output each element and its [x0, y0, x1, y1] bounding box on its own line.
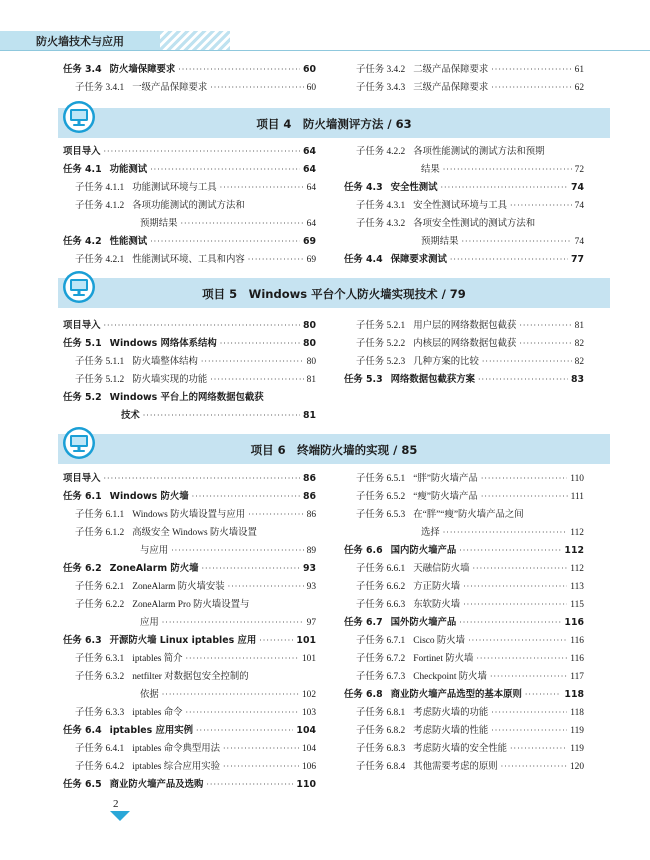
- toc-leader-dots: [491, 707, 567, 719]
- toc-entry[interactable]: [63, 635, 316, 647]
- toc-page-number: 82: [574, 357, 584, 367]
- toc-leader-dots: [201, 356, 304, 368]
- toc-page-number: 93: [302, 563, 316, 574]
- toc-code: 任务 6.4: [63, 725, 102, 736]
- toc-code: 子任务 6.3.3: [75, 708, 125, 718]
- toc-page-number: 103: [301, 708, 316, 718]
- toc-code: 任务 6.5: [63, 779, 102, 790]
- toc-entry[interactable]: [356, 599, 584, 611]
- toc-code: 子任务 6.1.2: [75, 528, 125, 538]
- toc-leader-dots: [259, 635, 293, 647]
- toc-title: 功能测试环境与工具: [132, 183, 217, 193]
- toc-title: 高级安全 Windows 防火墙设置: [132, 528, 257, 538]
- toc-leader-dots: [186, 707, 299, 719]
- toc-code: 任务 3.4: [63, 64, 102, 75]
- toc-page-number: 97: [306, 618, 316, 628]
- toc-page-number: 112: [570, 528, 584, 538]
- toc-code: 任务 4.4: [344, 254, 383, 265]
- toc-title: 各项安全性测试的测试方法和: [413, 219, 536, 229]
- toc-page-number: 104: [296, 725, 316, 736]
- toc-page-number: 81: [574, 321, 584, 331]
- toc-entry[interactable]: [356, 200, 584, 212]
- toc-title: 开源防火墙 Linux iptables 应用: [109, 635, 257, 646]
- toc-page-number: 64: [302, 164, 316, 175]
- toc-page-number: 64: [302, 146, 316, 157]
- toc-page-number: 86: [302, 473, 316, 484]
- toc-leader-dots: [220, 182, 304, 194]
- toc-title: Windows 防火墙: [109, 491, 189, 502]
- page-number: 2: [113, 798, 119, 810]
- toc-page-number: 69: [306, 255, 316, 265]
- toc-title: 商业防火墙产品选型的基本原则: [390, 689, 522, 700]
- toc-entry[interactable]: [421, 164, 584, 176]
- toc-title: 应用: [140, 618, 159, 628]
- toc-page-number: 81: [302, 410, 316, 421]
- toc-page-number: 74: [574, 201, 584, 211]
- toc-code: 子任务 6.8.2: [356, 726, 406, 736]
- toc-page-number: 118: [570, 708, 584, 718]
- toc-page-number: 113: [570, 582, 584, 592]
- toc-page-number: 106: [301, 762, 316, 772]
- toc-page-number: 101: [296, 635, 316, 646]
- toc-page-number: 64: [306, 183, 316, 193]
- toc-page-number: 101: [301, 654, 316, 664]
- toc-entry[interactable]: [344, 545, 584, 557]
- toc-leader-dots: [525, 689, 562, 701]
- toc-entry[interactable]: [75, 743, 316, 755]
- toc-page-number: 120: [569, 762, 584, 772]
- toc-page-number: 62: [574, 83, 584, 93]
- toc-title: Windows 防火墙设置与应用: [132, 510, 246, 520]
- toc-leader-dots: [181, 218, 304, 230]
- toc-entry[interactable]: [63, 164, 316, 176]
- toc-title: “胖”防火墙产品: [413, 474, 478, 484]
- toc-entry[interactable]: [344, 374, 584, 386]
- toc-code: 任务 5.1: [63, 338, 102, 349]
- toc-entry[interactable]: [356, 581, 584, 593]
- toc-code: 任务 5.3: [344, 374, 383, 385]
- toc-title: 依据: [140, 690, 159, 700]
- toc-code: 任务 6.3: [63, 635, 102, 646]
- toc-code: 子任务 6.4.1: [75, 744, 125, 754]
- toc-title: 商业防火墙产品及选购: [109, 779, 204, 790]
- toc-title: 国外防火墙产品: [390, 617, 457, 628]
- toc-page-number: 115: [570, 600, 584, 610]
- toc-entry[interactable]: [356, 146, 584, 158]
- toc-leader-dots: [450, 254, 568, 266]
- toc-page-number: 119: [570, 744, 584, 754]
- toc-entry[interactable]: [356, 635, 584, 647]
- toc-code: 子任务 6.5.3: [356, 510, 406, 520]
- toc-title: 防火墙保障要求: [109, 64, 176, 75]
- toc-title: “瘦”防火墙产品: [413, 492, 478, 502]
- toc-leader-dots: [150, 164, 300, 176]
- toc-code: 子任务 6.7.3: [356, 672, 406, 682]
- toc-code: 子任务 6.7.2: [356, 654, 406, 664]
- toc-leader-dots: [228, 581, 304, 593]
- toc-page-number: 81: [306, 375, 316, 385]
- toc-entry[interactable]: [75, 82, 316, 94]
- toc-page-number: 119: [570, 726, 584, 736]
- toc-title: 在“胖”“瘦”防火墙产品之间: [413, 510, 524, 520]
- toc-entry[interactable]: [140, 689, 316, 701]
- toc-entry[interactable]: [356, 473, 584, 485]
- toc-page-number: 110: [570, 474, 584, 484]
- toc-title: 预期结果: [140, 219, 178, 229]
- toc-leader-dots: [519, 320, 571, 332]
- toc-page-number: 74: [574, 237, 584, 247]
- toc-entry[interactable]: [140, 617, 316, 629]
- toc-page-number: 80: [302, 320, 316, 331]
- toc-title: ZoneAlarm 防火墙: [109, 563, 199, 574]
- toc-entry[interactable]: [75, 707, 316, 719]
- toc-title: netfilter 对数据包安全控制的: [132, 672, 249, 682]
- toc-leader-dots: [491, 82, 571, 94]
- toc-title: iptables 应用实例: [109, 725, 193, 736]
- toc-entry[interactable]: [75, 254, 316, 266]
- toc-title: 防火墙整体结构: [132, 357, 198, 367]
- toc-title: 保障要求测试: [390, 254, 447, 265]
- toc-title: 其他需要考虑的原则: [413, 762, 498, 772]
- toc-title: iptables 命令典型用法: [132, 744, 220, 754]
- toc-leader-dots: [150, 236, 300, 248]
- toc-leader-dots: [463, 599, 567, 611]
- toc-code: 任务 6.7: [344, 617, 383, 628]
- toc-leader-dots: [481, 473, 567, 485]
- toc-code: 子任务 6.8.1: [356, 708, 406, 718]
- toc-entry[interactable]: [75, 599, 316, 611]
- toc-title: 天融信防火墙: [413, 564, 470, 574]
- toc-leader-dots: [443, 527, 568, 539]
- toc-code: 子任务 6.2.2: [75, 600, 125, 610]
- toc-title: 几种方案的比较: [413, 357, 479, 367]
- toc-leader-dots: [143, 410, 300, 422]
- toc-entry[interactable]: [356, 671, 584, 683]
- book-title: 防火墙技术与应用: [36, 35, 124, 48]
- toc-leader-dots: [248, 509, 303, 521]
- toc-entry[interactable]: [140, 545, 316, 557]
- project-title: 项目 6 终端防火墙的实现 / 85: [250, 443, 418, 457]
- toc-page-number: 83: [570, 374, 584, 385]
- toc-page-number: 69: [302, 236, 316, 247]
- project-title: 项目 5 Windows 平台个人防火墙实现技术 / 79: [202, 287, 466, 301]
- toc-page-number: 74: [570, 182, 584, 193]
- toc-title: 项目导入: [63, 146, 101, 157]
- toc-page-number: 118: [564, 689, 584, 700]
- toc-page-number: 111: [570, 492, 584, 502]
- toc-title: 防火墙实现的功能: [132, 375, 208, 385]
- toc-code: 子任务 4.2.1: [75, 255, 125, 265]
- toc-code: 子任务 3.4.3: [356, 83, 406, 93]
- toc-leader-dots: [443, 164, 572, 176]
- toc-code: 任务 4.2: [63, 236, 102, 247]
- toc-leader-dots: [476, 653, 567, 665]
- toc-title: 安全性测试环境与工具: [413, 201, 507, 211]
- toc-entry[interactable]: [344, 617, 584, 629]
- toc-leader-dots: [491, 64, 571, 76]
- toc-entry[interactable]: [356, 356, 584, 368]
- toc-title: 内核层的网络数据包截获: [413, 339, 517, 349]
- toc-entry[interactable]: [75, 374, 316, 386]
- toc-title: 安全性测试: [390, 182, 438, 193]
- toc-page-number: 80: [302, 338, 316, 349]
- toc-entry[interactable]: [356, 320, 584, 332]
- toc-title: 考虑防火墙的功能: [413, 708, 489, 718]
- toc-page-number: 116: [564, 617, 584, 628]
- toc-code: 子任务 6.8.3: [356, 744, 406, 754]
- toc-page-number: 116: [570, 654, 584, 664]
- toc-code: 子任务 5.2.1: [356, 321, 406, 331]
- toc-page-number: 60: [306, 83, 316, 93]
- toc-page-number: 86: [306, 510, 316, 520]
- toc-leader-dots: [468, 635, 567, 647]
- toc-entry[interactable]: [140, 218, 316, 230]
- toc-title: 结果: [421, 165, 440, 175]
- toc-page-number: 89: [306, 546, 316, 556]
- toc-code: 任务 4.3: [344, 182, 383, 193]
- toc-title: iptables 综合应用实验: [132, 762, 220, 772]
- toc-entry[interactable]: [356, 653, 584, 665]
- toc-entry[interactable]: [356, 707, 584, 719]
- toc-code: 任务 5.2: [63, 392, 102, 403]
- toc-title: 与应用: [140, 546, 169, 556]
- toc-leader-dots: [104, 320, 300, 332]
- toc-leader-dots: [463, 581, 567, 593]
- toc-entry[interactable]: [63, 146, 316, 158]
- toc-leader-dots: [501, 761, 567, 773]
- toc-code: 子任务 6.6.1: [356, 564, 406, 574]
- toc-page-number: 112: [570, 564, 584, 574]
- toc-leader-dots: [104, 473, 300, 485]
- toc-entry[interactable]: [63, 338, 316, 350]
- toc-code: 子任务 3.4.1: [75, 83, 125, 93]
- toc-page-number: 86: [302, 491, 316, 502]
- toc-code: 子任务 6.7.1: [356, 636, 406, 646]
- toc-entry[interactable]: [75, 509, 316, 521]
- toc-title: Windows 平台上的网络数据包截获: [109, 392, 264, 403]
- toc-title: 项目导入: [63, 320, 101, 331]
- toc-page-number: 82: [574, 339, 584, 349]
- toc-leader-dots: [510, 200, 572, 212]
- page-arrow-icon: [110, 811, 130, 821]
- toc-entry[interactable]: [356, 725, 584, 737]
- toc-leader-dots: [178, 64, 300, 76]
- toc-leader-dots: [462, 236, 572, 248]
- toc-title: iptables 命令: [132, 708, 183, 718]
- toc-entry[interactable]: [344, 689, 584, 701]
- toc-title: 各项功能测试的测试方法和: [132, 201, 245, 211]
- toc-code: 子任务 6.1.1: [75, 510, 125, 520]
- toc-entry[interactable]: [356, 563, 584, 575]
- toc-leader-dots: [519, 338, 571, 350]
- toc-page-number: 61: [574, 65, 584, 75]
- toc-leader-dots: [196, 725, 293, 737]
- toc-leader-dots: [478, 374, 568, 386]
- toc-title: ZoneAlarm 防火墙安装: [132, 582, 225, 592]
- toc-leader-dots: [459, 545, 561, 557]
- toc-leader-dots: [481, 491, 568, 503]
- toc-title: 选择: [421, 528, 440, 538]
- toc-code: 子任务 4.1.1: [75, 183, 125, 193]
- toc-entry[interactable]: [421, 527, 584, 539]
- toc-entry[interactable]: [356, 218, 584, 230]
- toc-leader-dots: [473, 563, 568, 575]
- toc-leader-dots: [162, 689, 299, 701]
- toc-title: 二级产品保障要求: [413, 65, 489, 75]
- toc-page-number: 77: [570, 254, 584, 265]
- toc-entry[interactable]: [356, 491, 584, 503]
- toc-code: 子任务 5.2.2: [356, 339, 406, 349]
- toc-code: 子任务 5.2.3: [356, 357, 406, 367]
- toc-page-number: 72: [574, 165, 584, 175]
- toc-leader-dots: [510, 743, 567, 755]
- toc-entry[interactable]: [75, 527, 316, 539]
- toc-title: 用户层的网络数据包截获: [413, 321, 517, 331]
- toc-title: Windows 网络体系结构: [109, 338, 217, 349]
- toc-leader-dots: [210, 82, 303, 94]
- toc-code: 子任务 4.1.2: [75, 201, 125, 211]
- toc-entry[interactable]: [63, 491, 316, 503]
- toc-entry[interactable]: [344, 254, 584, 266]
- toc-entry[interactable]: [356, 761, 584, 773]
- toc-entry[interactable]: [75, 653, 316, 665]
- toc-code: 子任务 4.3.2: [356, 219, 406, 229]
- toc-leader-dots: [482, 356, 572, 368]
- toc-code: 任务 6.8: [344, 689, 383, 700]
- toc-code: 任务 6.2: [63, 563, 102, 574]
- toc-leader-dots: [223, 761, 299, 773]
- toc-entry[interactable]: [121, 410, 316, 422]
- toc-leader-dots: [220, 338, 300, 350]
- toc-code: 子任务 6.6.3: [356, 600, 406, 610]
- toc-page-number: 104: [301, 744, 316, 754]
- toc-code: 子任务 6.8.4: [356, 762, 406, 772]
- project-title: 项目 4 防火墙测评方法 / 63: [256, 117, 412, 131]
- toc-code: 任务 4.1: [63, 164, 102, 175]
- toc-entry[interactable]: [63, 779, 316, 791]
- toc-title: 国内防火墙产品: [390, 545, 457, 556]
- toc-page-number: 116: [570, 636, 584, 646]
- toc-title: 各项性能测试的测试方法和预期: [413, 147, 545, 157]
- toc-entry[interactable]: [356, 82, 584, 94]
- toc-title: iptables 简介: [132, 654, 183, 664]
- toc-leader-dots: [490, 671, 567, 683]
- toc-entry[interactable]: [63, 392, 316, 404]
- toc-title: Fortinet 防火墙: [413, 654, 474, 664]
- toc-title: 功能测试: [109, 164, 148, 175]
- toc-title: 性能测试: [109, 236, 148, 247]
- toc-title: 预期结果: [421, 237, 459, 247]
- toc-entry[interactable]: [75, 671, 316, 683]
- toc-leader-dots: [171, 545, 303, 557]
- toc-code: 子任务 6.5.2: [356, 492, 406, 502]
- toc-title: 东软防火墙: [413, 600, 461, 610]
- toc-leader-dots: [441, 182, 568, 194]
- toc-entry[interactable]: [75, 182, 316, 194]
- toc-page-number: 60: [302, 64, 316, 75]
- toc-code: 任务 6.6: [344, 545, 383, 556]
- toc-title: 技术: [121, 410, 140, 421]
- toc-leader-dots: [206, 779, 293, 791]
- toc-code: 子任务 6.5.1: [356, 474, 406, 484]
- toc-leader-dots: [104, 146, 300, 158]
- toc-entry[interactable]: [421, 236, 584, 248]
- toc-title: 性能测试环境、工具和内容: [132, 255, 245, 265]
- toc-code: 子任务 6.4.2: [75, 762, 125, 772]
- toc-code: 任务 6.1: [63, 491, 102, 502]
- toc-code: 子任务 6.2.1: [75, 582, 125, 592]
- toc-entry[interactable]: [75, 761, 316, 773]
- toc-code: 子任务 4.3.1: [356, 201, 406, 211]
- toc-leader-dots: [248, 254, 304, 266]
- toc-entry[interactable]: [356, 64, 584, 76]
- toc-entry[interactable]: [63, 320, 316, 332]
- toc-leader-dots: [223, 743, 299, 755]
- toc-title: 考虑防火墙的安全性能: [413, 744, 507, 754]
- toc-entry[interactable]: [63, 64, 316, 76]
- toc-entry[interactable]: [75, 200, 316, 212]
- toc-page-number: 80: [306, 357, 316, 367]
- toc-leader-dots: [459, 617, 561, 629]
- toc-page-number: 117: [570, 672, 584, 682]
- toc-code: 子任务 6.3.2: [75, 672, 125, 682]
- toc-entry[interactable]: [75, 581, 316, 593]
- toc-code: 子任务 6.6.2: [356, 582, 406, 592]
- toc-code: 子任务 5.1.2: [75, 375, 125, 385]
- toc-code: 子任务 4.2.2: [356, 147, 406, 157]
- toc-leader-dots: [210, 374, 303, 386]
- toc-code: 子任务 3.4.2: [356, 65, 406, 75]
- toc-title: Checkpoint 防火墙: [413, 672, 487, 682]
- toc-entry[interactable]: [63, 236, 316, 248]
- toc-title: 网络数据包截获方案: [390, 374, 476, 385]
- toc-entry[interactable]: [344, 182, 584, 194]
- toc-entry[interactable]: [356, 509, 584, 521]
- toc-title: ZoneAlarm Pro 防火墙设置与: [132, 600, 250, 610]
- toc-title: 一级产品保障要求: [132, 83, 208, 93]
- toc-page-number: 110: [296, 779, 316, 790]
- toc-leader-dots: [162, 617, 304, 629]
- toc-title: Cisco 防火墙: [413, 636, 466, 646]
- toc-page-number: 64: [306, 219, 316, 229]
- toc-title: 项目导入: [63, 473, 101, 484]
- toc-page-number: 93: [306, 582, 316, 592]
- toc-title: 方正防火墙: [413, 582, 461, 592]
- toc-entry[interactable]: [63, 473, 316, 485]
- toc-entry[interactable]: [63, 725, 316, 737]
- toc-entry[interactable]: [75, 356, 316, 368]
- toc-page-number: 112: [564, 545, 584, 556]
- toc-leader-dots: [491, 725, 567, 737]
- toc-leader-dots: [201, 563, 299, 575]
- toc-page-number: 102: [301, 690, 316, 700]
- toc-leader-dots: [192, 491, 300, 503]
- toc-code: 子任务 5.1.1: [75, 357, 125, 367]
- toc-entry[interactable]: [356, 338, 584, 350]
- toc-code: 子任务 6.3.1: [75, 654, 125, 664]
- toc-title: 三级产品保障要求: [413, 83, 489, 93]
- toc-entry[interactable]: [356, 743, 584, 755]
- toc-leader-dots: [186, 653, 299, 665]
- toc-entry[interactable]: [63, 563, 316, 575]
- toc-title: 考虑防火墙的性能: [413, 726, 489, 736]
